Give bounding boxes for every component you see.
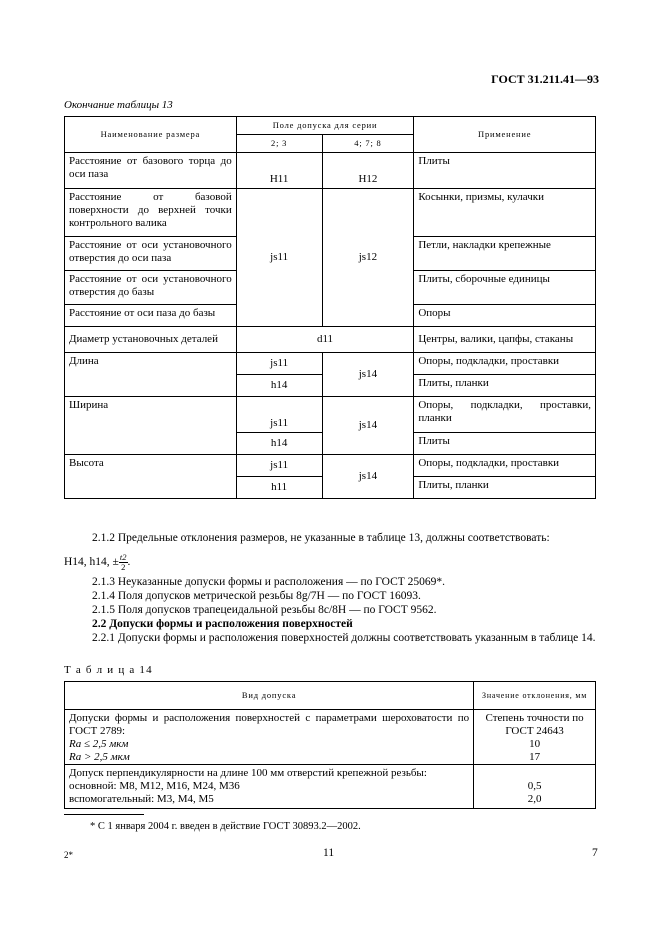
table-cell: js11	[236, 397, 322, 433]
table-cell: Опоры, подкладки, проставки	[414, 455, 596, 477]
fraction-numerator: t2	[119, 552, 127, 562]
fraction	[119, 553, 128, 572]
row-title: Допуск перпендикулярности на длине 100 мм отверстий крепежной резьбы:	[69, 767, 427, 779]
paragraph-2-1-5: 2.1.5 Поля допусков трапецеидальной резьбы 8c/8H — по ГОСТ 9562.	[92, 604, 437, 616]
table-14	[64, 681, 596, 809]
header-series-1: 2; 3	[236, 135, 322, 153]
table-cell: js14	[322, 397, 414, 455]
paragraph-2-1-2-values	[64, 553, 596, 572]
table-cell: js11	[236, 189, 322, 327]
table-cell: h14	[236, 433, 322, 455]
table-cell: Плиты	[414, 433, 596, 455]
page-number-center: 11	[323, 847, 335, 859]
table-cell: Косынки, призмы, кулачки	[414, 189, 596, 237]
table-cell: h11	[236, 477, 322, 499]
value-2: 2,0	[527, 793, 542, 805]
value-title: Степень точности по ГОСТ 24643	[485, 712, 584, 737]
table-cell	[65, 710, 474, 765]
table-cell: H12	[322, 153, 414, 189]
table-cell: Опоры, подкладки, проставки, планки	[414, 397, 596, 433]
table-13	[64, 116, 596, 499]
table-cell: Расстояние от оси паза до базы	[65, 305, 237, 327]
thread-line-2: вспомогательный: М3, М4, М5	[69, 793, 214, 805]
header-series-2: 4; 7; 8	[322, 135, 414, 153]
table-cell: Расстояние от базового торца до оси паза	[65, 153, 237, 189]
footnote-divider	[64, 814, 144, 815]
table-cell: Петли, накладки крепежные	[414, 237, 596, 271]
table-cell: js11	[236, 455, 322, 477]
table-cell: Расстояние от оси установочного отверстия до оси паза	[65, 237, 237, 271]
paragraph-2-1-4: 2.1.4 Поля допусков метрической резьбы 8g/7H — по ГОСТ 16093.	[92, 590, 421, 602]
table-cell: Плиты, планки	[414, 477, 596, 499]
table-cell: H11	[236, 153, 322, 189]
fraction-denominator: 2	[121, 562, 126, 572]
table-cell: Центры, валики, цапфы, стаканы	[414, 327, 596, 353]
table-cell: Расстояние от оси установочного отверстия до базы	[65, 271, 237, 305]
table-cell: Плиты, планки	[414, 375, 596, 397]
table-cell: js14	[322, 455, 414, 499]
roughness-line-2: Ra > 2,5 мкм	[69, 751, 130, 763]
table-cell: d11	[236, 327, 414, 353]
table-cell	[65, 765, 474, 809]
paragraph-2-1-2: 2.1.2 Предельные отклонения размеров, не указанные в таблице 13, должны соответствовать:	[92, 532, 550, 544]
table-cell: Плиты	[414, 153, 596, 189]
table-13-caption: Окончание таблицы 13	[64, 99, 173, 111]
table-14-caption: Т а б л и ц а 14	[64, 664, 153, 676]
table-cell: Высота	[65, 455, 237, 499]
table-cell: js12	[322, 189, 414, 327]
paragraph-2-2-1: 2.2.1 Допуски формы и расположения поверхностей должны соответствовать указанным в таблице 14.	[92, 632, 596, 644]
header-application: Применение	[414, 117, 596, 153]
table-cell: Опоры, подкладки, проставки	[414, 353, 596, 375]
value-1: 10	[529, 738, 541, 750]
header-size-name: Наименование размера	[65, 117, 237, 153]
thread-line-1: основной: М8, М12, М16, М24, М36	[69, 780, 240, 792]
table-cell: h14	[236, 375, 322, 397]
tolerance-values: H14, h14, ±	[64, 556, 119, 569]
header-tolerance-type: Вид допуска	[65, 682, 474, 710]
period: .	[127, 556, 131, 569]
value-2: 17	[529, 751, 541, 763]
table-cell: Опоры	[414, 305, 596, 327]
table-cell: Плиты, сборочные единицы	[414, 271, 596, 305]
table-cell: Ширина	[65, 397, 237, 455]
table-cell: Расстояние от базовой поверхности до верхней точки контрольного валика	[65, 189, 237, 237]
footnote: * С 1 января 2004 г. введен в действие ГОСТ 30893.2—2002.	[90, 821, 361, 832]
header-deviation-value: Значение отклонения, мм	[474, 682, 596, 710]
table-cell	[474, 710, 596, 765]
paragraph-2-1-3: 2.1.3 Неуказанные допуски формы и расположения — по ГОСТ 25069*.	[92, 576, 446, 588]
sheet-mark: 2*	[64, 850, 73, 860]
row-title: Допуски формы и расположения поверхностей с параметрами шероховатости по ГОСТ 2789:	[69, 712, 470, 737]
table-cell: js14	[322, 353, 414, 397]
section-heading-2-2: 2.2 Допуски формы и расположения поверхностей	[92, 618, 353, 630]
table-cell	[474, 765, 596, 809]
table-cell: Длина	[65, 353, 237, 397]
roughness-line-1: Ra ≤ 2,5 мкм	[69, 738, 129, 750]
table-cell: Диаметр установочных деталей	[65, 327, 237, 353]
header-tolerance-field: Поле допуска для серии	[236, 117, 414, 135]
table-cell: js11	[236, 353, 322, 375]
value-1: 0,5	[527, 780, 542, 792]
page-number-right: 7	[592, 847, 598, 859]
document-code: ГОСТ 31.211.41—93	[491, 72, 599, 86]
